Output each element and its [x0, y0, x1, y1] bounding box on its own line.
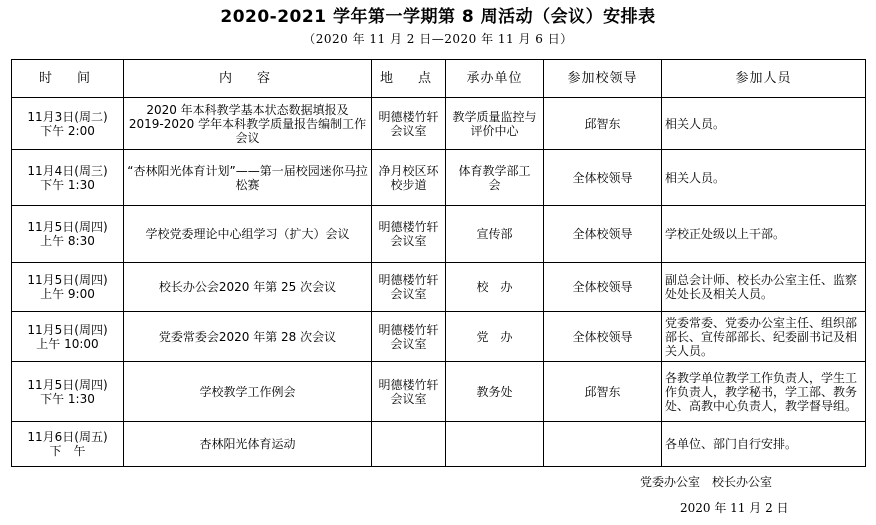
time-cell	[12, 362, 124, 422]
leaders-cell: 全体校领导	[544, 263, 662, 312]
header-organizer: 承办单位	[446, 60, 544, 98]
time-cell	[12, 312, 124, 362]
time-cell	[12, 422, 124, 467]
participants-cell: 相关人员。	[662, 98, 866, 150]
location-cell: 明德楼竹轩会议室	[372, 206, 446, 263]
organizer-cell: 教务处	[446, 362, 544, 422]
time-text: 上午 8:30	[40, 234, 95, 248]
participants-cell: 各单位、部门自行安排。	[662, 422, 866, 467]
location-cell: 明德楼竹轩会议室	[372, 312, 446, 362]
table-row	[12, 98, 866, 150]
header-content: 内 容	[124, 60, 372, 98]
header-time: 时 间	[12, 60, 124, 98]
time-text: 下午 1:30	[40, 391, 95, 406]
time-text: 上午 9:00	[40, 287, 95, 301]
participants-cell: 党委常委、党委办公室主任、组织部部长、宣传部部长、纪委副书记及相关人员。	[662, 312, 866, 362]
leaders-cell: 全体校领导	[544, 206, 662, 263]
header-participants: 参加人员	[662, 60, 866, 98]
date-text: 11月6日(周五)	[27, 430, 108, 444]
time-cell	[12, 263, 124, 312]
date-range-subtitle: （2020 年 11 月 2 日—2020 年 11 月 6 日）	[303, 32, 573, 46]
table-row	[12, 263, 866, 312]
date-text: 11月5日(周四)	[27, 377, 108, 392]
date-text: 11月5日(周四)	[27, 322, 108, 337]
time-cell	[12, 98, 124, 150]
participants-cell: 副总会计师、校长办公室主任、监察处处长及相关人员。	[662, 263, 866, 312]
organizer-cell: 体育教学部工 会	[446, 150, 544, 206]
organizer-cell: 党 办	[446, 312, 544, 362]
leaders-cell	[544, 422, 662, 467]
leaders-cell: 邱智东	[544, 362, 662, 422]
content-cell: 学校教学工作例会	[124, 362, 372, 422]
content-cell: 学校党委理论中心组学习（扩大）会议	[124, 206, 372, 263]
time-text: 下午 1:30	[40, 177, 95, 192]
header-location: 地 点	[372, 60, 446, 98]
organizer-cell: 教学质量监控与评价中心	[446, 98, 544, 150]
schedule-table	[11, 59, 866, 467]
time-text: 下午 2:00	[40, 123, 95, 138]
location-cell: 明德楼竹轩会议室	[372, 263, 446, 312]
content-cell: 党委常委会2020 年第 28 次会议	[124, 312, 372, 362]
table-row	[12, 312, 866, 362]
leaders-cell: 邱智东	[544, 98, 662, 150]
participants-cell: 相关人员。	[662, 150, 866, 206]
time-cell	[12, 206, 124, 263]
header-row	[12, 60, 866, 98]
organizer-cell: 校 办	[446, 263, 544, 312]
page-title: 2020-2021 学年第一学期第 8 周活动（会议）安排表	[220, 7, 656, 27]
date-text: 11月5日(周四)	[27, 273, 108, 287]
location-cell	[372, 422, 446, 467]
content-cell: “杏林阳光体育计划”——第一届校园迷你马拉松赛	[124, 150, 372, 206]
table-row	[12, 150, 866, 206]
date-text: 11月3日(周二)	[27, 109, 108, 124]
time-cell	[12, 150, 124, 206]
content-cell: 2020 年本科教学基本状态数据填报及 2019-2020 学年本科教学质量报告编制工作会议	[124, 98, 372, 150]
leaders-cell: 全体校领导	[544, 312, 662, 362]
time-text: 上午 10:00	[36, 336, 99, 351]
time-text: 下 午	[49, 444, 86, 458]
table-row	[12, 362, 866, 422]
organizer-cell: 宣传部	[446, 206, 544, 263]
participants-cell: 学校正处级以上干部。	[662, 206, 866, 263]
date-text: 11月5日(周四)	[27, 220, 108, 234]
content-cell: 校长办公会2020 年第 25 次会议	[124, 263, 372, 312]
table-row	[12, 206, 866, 263]
participants-cell: 各教学单位教学工作负责人，学生工作负责人，教学秘书，学工部、教务处、高教中心负责人，教学督导组。	[662, 362, 866, 422]
date-text: 11月4日(周三)	[27, 163, 108, 178]
location-cell: 明德楼竹轩会议室	[372, 98, 446, 150]
leaders-cell: 全体校领导	[544, 150, 662, 206]
location-cell: 净月校区环校步道	[372, 150, 446, 206]
header-leaders: 参加校领导	[544, 60, 662, 98]
organizer-cell	[446, 422, 544, 467]
footer-offices: 党委办公室 校长办公室	[640, 475, 773, 489]
footer-date: 2020 年 11 月 2 日	[680, 501, 789, 515]
content-cell: 杏林阳光体育运动	[124, 422, 372, 467]
table-row	[12, 422, 866, 467]
location-cell: 明德楼竹轩会议室	[372, 362, 446, 422]
